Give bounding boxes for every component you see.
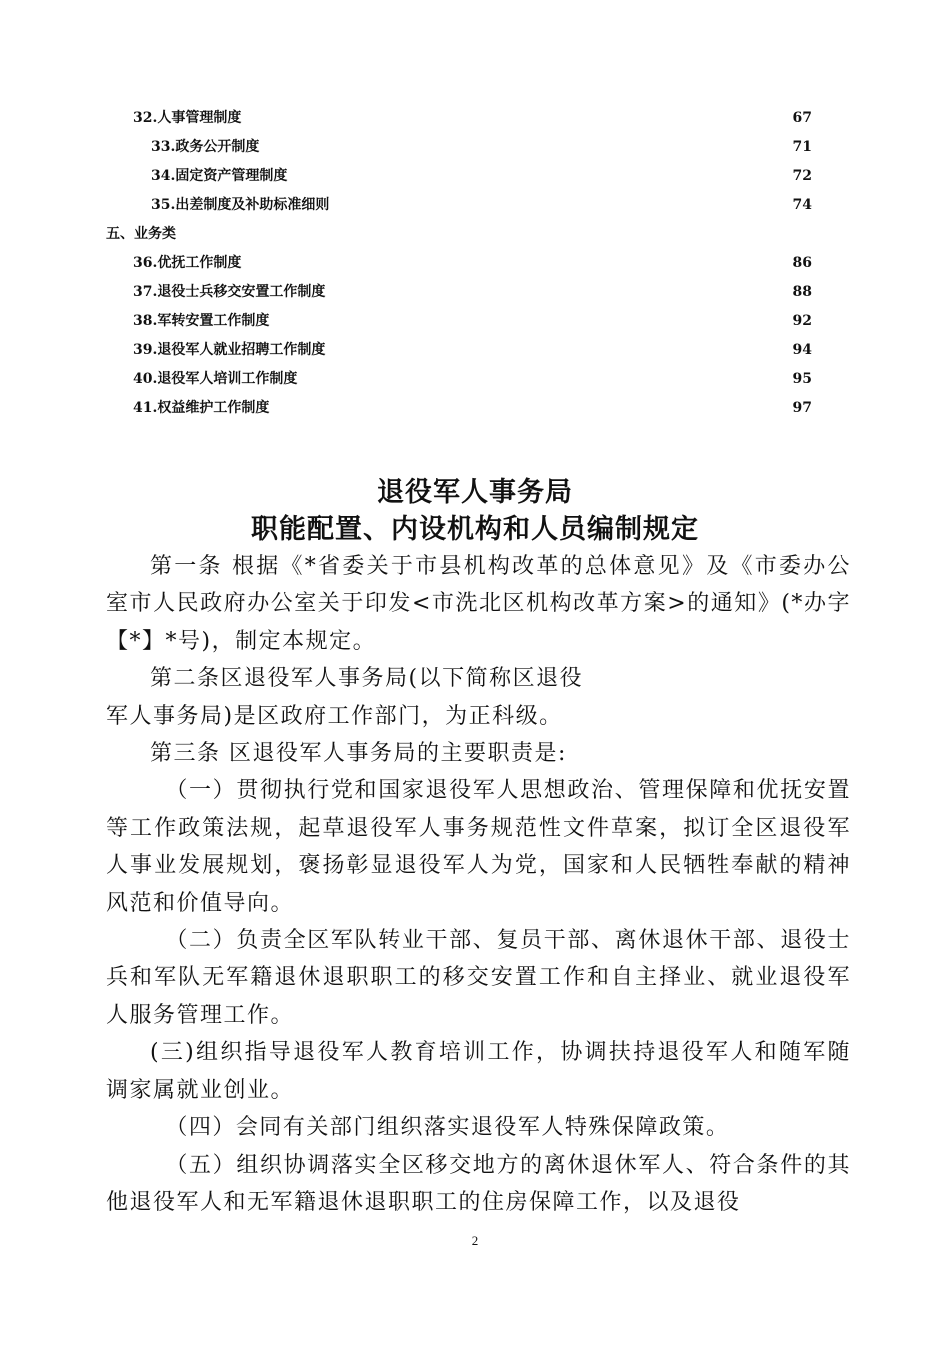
toc-entry[interactable] (106, 336, 812, 365)
article-1-paragraph: 第一条 根据《*省委关于市县机构改革的总体意见》及《市委办公室市人民政府办公室关于印发<市洗北区机构改革方案>的通知》(*办字【*】*号)，制定本规定。 (106, 554, 851, 654)
document-title: 退役军人事务局 (377, 477, 573, 508)
document-subtitle: 职能配置、内设机构和人员编制规定 (251, 514, 699, 545)
article-2-paragraph-line2: 军人事务局)是区政府工作部门，为正科级。 (106, 703, 563, 729)
toc-section-heading (106, 220, 812, 249)
toc-entry-page: 74 (792, 197, 812, 213)
toc-entry-page: 71 (792, 139, 812, 155)
toc-section-label: 五、业务类 (106, 226, 176, 242)
duty-2-paragraph: （二）负责全区军队转业干部、复员干部、离休退休干部、退役士兵和军队无军籍退休退职职工的移交安置工作和自主择业、就业退役军人服务管理工作。 (106, 928, 851, 1028)
toc-entry-label: 34.固定资产管理制度 (151, 168, 288, 184)
duty-5-paragraph: （五）组织协调落实全区移交地方的离休退休军人、符合条件的其他退役军人和无军籍退休退职职工的住房保障工作，以及退役 (106, 1152, 851, 1215)
toc-entry-page: 97 (792, 400, 812, 416)
toc-entry-label: 39.退役军人就业招聘工作制度 (133, 342, 326, 358)
toc-entry-page: 94 (792, 342, 812, 358)
toc-entry-page: 92 (792, 313, 812, 329)
toc-entry-page: 88 (792, 284, 812, 300)
toc-entry[interactable] (106, 307, 812, 336)
toc-entry-label: 32.人事管理制度 (133, 110, 242, 126)
duty-3-paragraph: (三)组织指导退役军人教育培训工作，协调扶持退役军人和随军随调家属就业创业。 (106, 1040, 851, 1103)
toc-entry-label: 40.退役军人培训工作制度 (133, 371, 298, 387)
toc-entry-page: 67 (792, 110, 812, 126)
toc-entry-label: 38.军转安置工作制度 (133, 313, 270, 329)
toc-entry-label: 35.出差制度及补助标准细则 (151, 197, 330, 213)
toc-entry[interactable] (106, 162, 812, 191)
toc-entry[interactable] (106, 104, 812, 133)
toc-entry[interactable] (106, 278, 812, 307)
toc-entry-page: 86 (792, 255, 812, 271)
toc-entry[interactable] (106, 191, 812, 220)
toc-entry-label: 37.退役士兵移交安置工作制度 (133, 284, 326, 300)
toc-entry[interactable] (106, 133, 812, 162)
table-of-contents (106, 104, 812, 423)
page-number: 2 (471, 1233, 479, 1248)
article-2-paragraph-line1: 第二条区退役军人事务局(以下简称区退役 (150, 666, 584, 692)
duty-4-paragraph: （四）会同有关部门组织落实退役军人特殊保障政策。 (165, 1115, 730, 1141)
document-body (106, 548, 851, 1221)
toc-entry-label: 36.优抚工作制度 (133, 255, 242, 271)
toc-entry-page: 72 (792, 168, 812, 184)
article-3-paragraph: 第三条 区退役军人事务局的主要职责是: (150, 741, 567, 767)
toc-entry[interactable] (106, 365, 812, 394)
duty-1-paragraph: （一）贯彻执行党和国家退役军人思想政治、管理保障和优抚安置等工作政策法规，起草退役军人事务规范性文件草案，拟订全区退役军人事业发展规划，褒扬彰显退役军人为党，国家和人民牺牲奉献的精神风范和价值导向。 (106, 778, 851, 916)
toc-entry[interactable] (106, 249, 812, 278)
toc-entry-page: 95 (792, 371, 812, 387)
toc-entry[interactable] (106, 394, 812, 423)
toc-entry-label: 33.政务公开制度 (151, 139, 260, 155)
toc-entry-label: 41.权益维护工作制度 (133, 400, 270, 416)
